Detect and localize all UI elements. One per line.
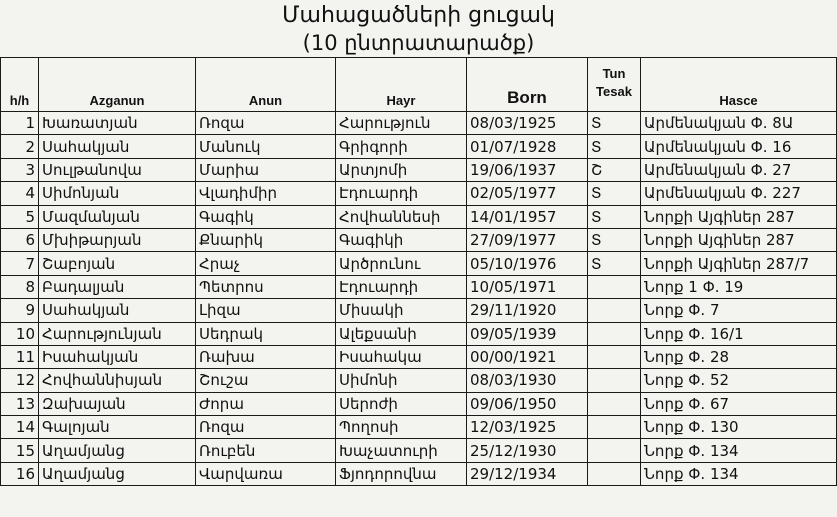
cell-azganun: Շաբոյան	[39, 252, 196, 275]
row-number: 9	[1, 299, 39, 322]
row-number: 16	[1, 462, 39, 485]
cell-anun: Ռոզա	[196, 416, 336, 439]
cell-azganun: Զախայան	[39, 392, 196, 415]
table-row	[1, 228, 837, 251]
cell-hayr: Գրիգորի	[336, 135, 467, 158]
row-number: 4	[1, 182, 39, 205]
cell-born: 29/11/1920	[467, 299, 588, 322]
cell-azganun: Բադալյան	[39, 275, 196, 298]
cell-tun-tesak: Տ	[588, 205, 641, 228]
cell-anun: Վարվառա	[196, 462, 336, 485]
deceased-table	[0, 57, 837, 486]
header-hh: h/h	[1, 58, 39, 112]
cell-hayr: Ալեքսանի	[336, 322, 467, 345]
cell-tun-tesak	[588, 322, 641, 345]
cell-anun: Գագիկ	[196, 205, 336, 228]
cell-azganun: Հովհաննիսյան	[39, 369, 196, 392]
cell-hasce: Նորքի Այգիներ 287	[641, 205, 837, 228]
table-row	[1, 416, 837, 439]
cell-azganun: Աղամյանց	[39, 462, 196, 485]
row-number: 8	[1, 275, 39, 298]
cell-born: 12/03/1925	[467, 416, 588, 439]
cell-hayr: Հարություն	[336, 112, 467, 135]
row-number: 11	[1, 345, 39, 368]
cell-hasce: Նորքի Այգիներ 287	[641, 228, 837, 251]
cell-tun-tesak	[588, 369, 641, 392]
table-row	[1, 322, 837, 345]
list-title	[0, 0, 837, 57]
cell-azganun: Հարությունյան	[39, 322, 196, 345]
cell-hasce: Նորք Փ. 16/1	[641, 322, 837, 345]
cell-hayr: Ֆյոդորովնա	[336, 462, 467, 485]
header-tun: Tun	[602, 66, 626, 81]
table-row	[1, 299, 837, 322]
cell-tun-tesak: Տ	[588, 182, 641, 205]
cell-hayr: Գագիկի	[336, 228, 467, 251]
cell-tun-tesak	[588, 345, 641, 368]
cell-hayr: Պողոսի	[336, 416, 467, 439]
cell-born: 10/05/1971	[467, 275, 588, 298]
cell-born: 08/03/1930	[467, 369, 588, 392]
cell-born: 09/06/1950	[467, 392, 588, 415]
cell-anun: Լիզա	[196, 299, 336, 322]
header-born: Born	[467, 58, 588, 112]
title-line-1: Մահացածների ցուցակ	[282, 3, 555, 28]
cell-tun-tesak: Տ	[588, 135, 641, 158]
cell-hasce: Նորք Փ. 28	[641, 345, 837, 368]
cell-hasce: Նորք Փ. 52	[641, 369, 837, 392]
cell-anun: Մանուկ	[196, 135, 336, 158]
cell-hayr: Արտյոմի	[336, 158, 467, 181]
cell-anun: Հրաչ	[196, 252, 336, 275]
table-row	[1, 205, 837, 228]
cell-tun-tesak	[588, 275, 641, 298]
cell-tun-tesak: Տ	[588, 252, 641, 275]
cell-hasce: Արմենակյան Փ. 16	[641, 135, 837, 158]
table-row	[1, 439, 837, 462]
header-hayr: Hayr	[336, 58, 467, 112]
cell-hayr: Արծրունու	[336, 252, 467, 275]
table-row	[1, 252, 837, 275]
cell-tun-tesak	[588, 392, 641, 415]
cell-azganun: Սահակյան	[39, 135, 196, 158]
cell-born: 05/10/1976	[467, 252, 588, 275]
cell-azganun: Աղամյանց	[39, 439, 196, 462]
row-number: 10	[1, 322, 39, 345]
cell-anun: Վլադիմիր	[196, 182, 336, 205]
cell-hayr: Իսահակա	[336, 345, 467, 368]
table-row	[1, 345, 837, 368]
cell-anun: Ժորա	[196, 392, 336, 415]
cell-hasce: Նորքի Այգիներ 287/7	[641, 252, 837, 275]
cell-azganun: Խառատյան	[39, 112, 196, 135]
cell-anun: Մարիա	[196, 158, 336, 181]
cell-born: 09/05/1939	[467, 322, 588, 345]
table-row	[1, 135, 837, 158]
table-row	[1, 462, 837, 485]
row-number: 15	[1, 439, 39, 462]
cell-tun-tesak: Շ	[588, 158, 641, 181]
cell-anun: Քնարիկ	[196, 228, 336, 251]
row-number: 1	[1, 112, 39, 135]
table-row	[1, 158, 837, 181]
cell-hayr: Հովհաննեսի	[336, 205, 467, 228]
cell-hayr: Էդուարդի	[336, 182, 467, 205]
cell-tun-tesak	[588, 462, 641, 485]
cell-tun-tesak: Տ	[588, 112, 641, 135]
cell-born: 08/03/1925	[467, 112, 588, 135]
cell-anun: Պետրոս	[196, 275, 336, 298]
row-number: 5	[1, 205, 39, 228]
cell-hasce: Արմենակյան Փ. 227	[641, 182, 837, 205]
cell-hasce: Նորք Փ. 134	[641, 439, 837, 462]
cell-azganun: Մխիթարյան	[39, 228, 196, 251]
header-tun-tesak	[588, 58, 641, 112]
cell-anun: Ռոզա	[196, 112, 336, 135]
row-number: 7	[1, 252, 39, 275]
header-row	[1, 58, 837, 112]
row-number: 3	[1, 158, 39, 181]
cell-hasce: Նորք Փ. 67	[641, 392, 837, 415]
cell-hayr: Խաչատուրի	[336, 439, 467, 462]
cell-hayr: Սերոժի	[336, 392, 467, 415]
cell-anun: Սեդրակ	[196, 322, 336, 345]
header-azganun: Azganun	[39, 58, 196, 112]
cell-born: 27/09/1977	[467, 228, 588, 251]
cell-born: 00/00/1921	[467, 345, 588, 368]
cell-azganun: Գալոյան	[39, 416, 196, 439]
table-row	[1, 275, 837, 298]
cell-hasce: Նորք Փ. 130	[641, 416, 837, 439]
cell-hasce: Նորք Փ. 7	[641, 299, 837, 322]
cell-born: 01/07/1928	[467, 135, 588, 158]
header-anun: Anun	[196, 58, 336, 112]
table-row	[1, 182, 837, 205]
cell-born: 14/01/1957	[467, 205, 588, 228]
cell-tun-tesak: Տ	[588, 228, 641, 251]
row-number: 13	[1, 392, 39, 415]
cell-anun: Ռուբեն	[196, 439, 336, 462]
cell-hasce: Արմենակյան Փ. 8Ա	[641, 112, 837, 135]
cell-born: 19/06/1937	[467, 158, 588, 181]
cell-azganun: Իսահակյան	[39, 345, 196, 368]
cell-anun: Ռախա	[196, 345, 336, 368]
cell-hayr: Էդուարդի	[336, 275, 467, 298]
cell-hayr: Միսակի	[336, 299, 467, 322]
cell-tun-tesak	[588, 416, 641, 439]
row-number: 2	[1, 135, 39, 158]
cell-tun-tesak	[588, 439, 641, 462]
cell-anun: Շուշա	[196, 369, 336, 392]
header-tesak: Tesak	[596, 84, 632, 99]
cell-azganun: Սիմոնյան	[39, 182, 196, 205]
cell-hayr: Սիմոնի	[336, 369, 467, 392]
cell-azganun: Մազմանյան	[39, 205, 196, 228]
table-row	[1, 392, 837, 415]
cell-azganun: Սուլթանովա	[39, 158, 196, 181]
cell-hasce: Արմենակյան Փ. 27	[641, 158, 837, 181]
row-number: 6	[1, 228, 39, 251]
cell-born: 29/12/1934	[467, 462, 588, 485]
cell-born: 02/05/1977	[467, 182, 588, 205]
row-number: 14	[1, 416, 39, 439]
cell-azganun: Սահակյան	[39, 299, 196, 322]
table-row	[1, 369, 837, 392]
header-hasce: Hasce	[641, 58, 837, 112]
table-row	[1, 112, 837, 135]
cell-hasce: Նորք 1 Փ. 19	[641, 275, 837, 298]
title-line-2: (10 ընտրատարածք)	[302, 31, 535, 55]
cell-hasce: Նորք Փ. 134	[641, 462, 837, 485]
cell-born: 25/12/1930	[467, 439, 588, 462]
cell-tun-tesak	[588, 299, 641, 322]
row-number: 12	[1, 369, 39, 392]
